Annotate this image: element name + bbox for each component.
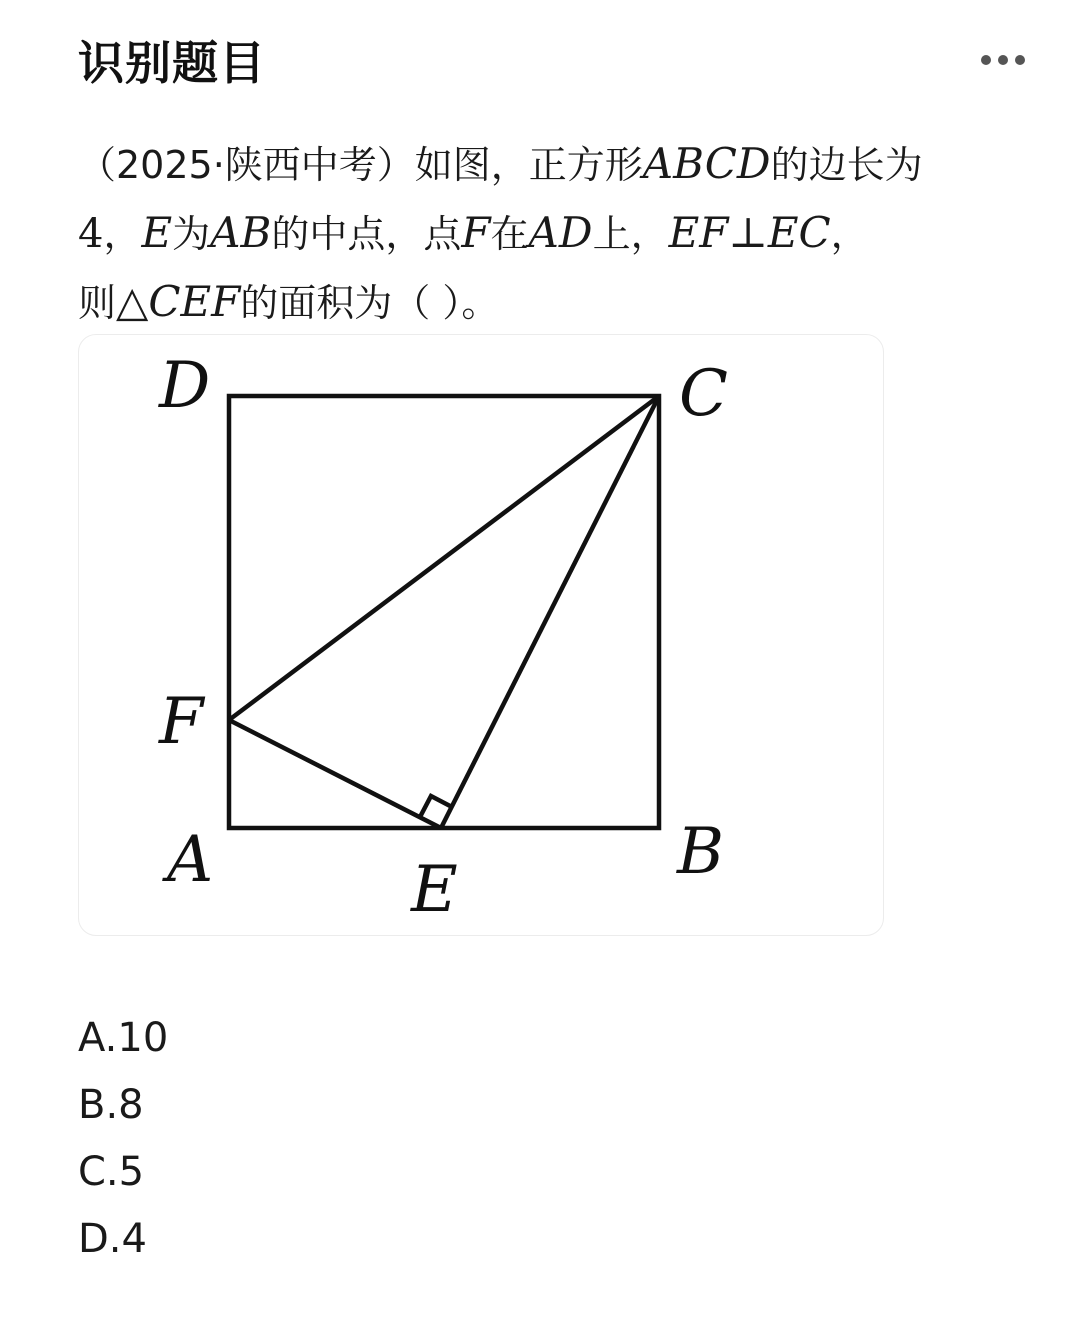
geometry-figure bbox=[78, 334, 884, 936]
label-b: B bbox=[677, 815, 725, 889]
option-d[interactable]: D.4 bbox=[78, 1216, 147, 1262]
question-text-part: ， bbox=[830, 212, 869, 256]
geometry-diagram bbox=[79, 335, 884, 936]
question-text-part: 则 bbox=[78, 281, 117, 325]
question-text-part: 在 bbox=[490, 212, 529, 256]
segment-ec bbox=[441, 396, 659, 828]
label-f: F bbox=[159, 685, 204, 759]
question-text-part: 的面积为（ ）。 bbox=[240, 281, 500, 325]
question-text bbox=[78, 130, 1039, 337]
option-a[interactable]: A.10 bbox=[78, 1015, 169, 1061]
option-c[interactable]: C.5 bbox=[78, 1149, 145, 1195]
question-line-1 bbox=[78, 130, 1039, 199]
question-source: （2025·陕西中考）如图，正方形 bbox=[78, 143, 643, 187]
math-perpendicular-condition: EF⊥EC bbox=[668, 208, 831, 257]
math-triangle-cef: △CEF bbox=[116, 277, 241, 326]
question-text-part: 的中点，点 bbox=[271, 212, 462, 256]
header bbox=[78, 28, 1031, 92]
segment-fe bbox=[229, 720, 441, 828]
more-button[interactable] bbox=[975, 40, 1031, 80]
math-side-length: 4 bbox=[78, 211, 104, 257]
label-d: D bbox=[159, 349, 211, 423]
question-text-part: 上， bbox=[592, 212, 669, 256]
answer-options bbox=[78, 1005, 168, 1273]
math-point-f: F bbox=[461, 208, 491, 257]
math-point-e: E bbox=[141, 208, 173, 257]
segment-fc bbox=[229, 396, 659, 720]
label-c: C bbox=[679, 357, 728, 431]
label-e: E bbox=[411, 853, 458, 927]
square-abcd bbox=[229, 396, 659, 828]
question-line-3 bbox=[78, 268, 1039, 337]
math-segment-ad: AD bbox=[528, 208, 593, 257]
question-text-part: ， bbox=[103, 212, 142, 256]
question-line-2 bbox=[78, 199, 1039, 268]
math-segment-ab: AB bbox=[210, 208, 272, 257]
option-b[interactable]: B.8 bbox=[78, 1082, 144, 1128]
more-horizontal-icon bbox=[979, 53, 1027, 67]
question-text-part: 为 bbox=[172, 212, 211, 256]
math-square-name: ABCD bbox=[642, 139, 771, 188]
question-text-part: 的边长为 bbox=[770, 143, 923, 187]
page-title: 识别题目 bbox=[78, 36, 266, 90]
label-a: A bbox=[167, 823, 214, 897]
